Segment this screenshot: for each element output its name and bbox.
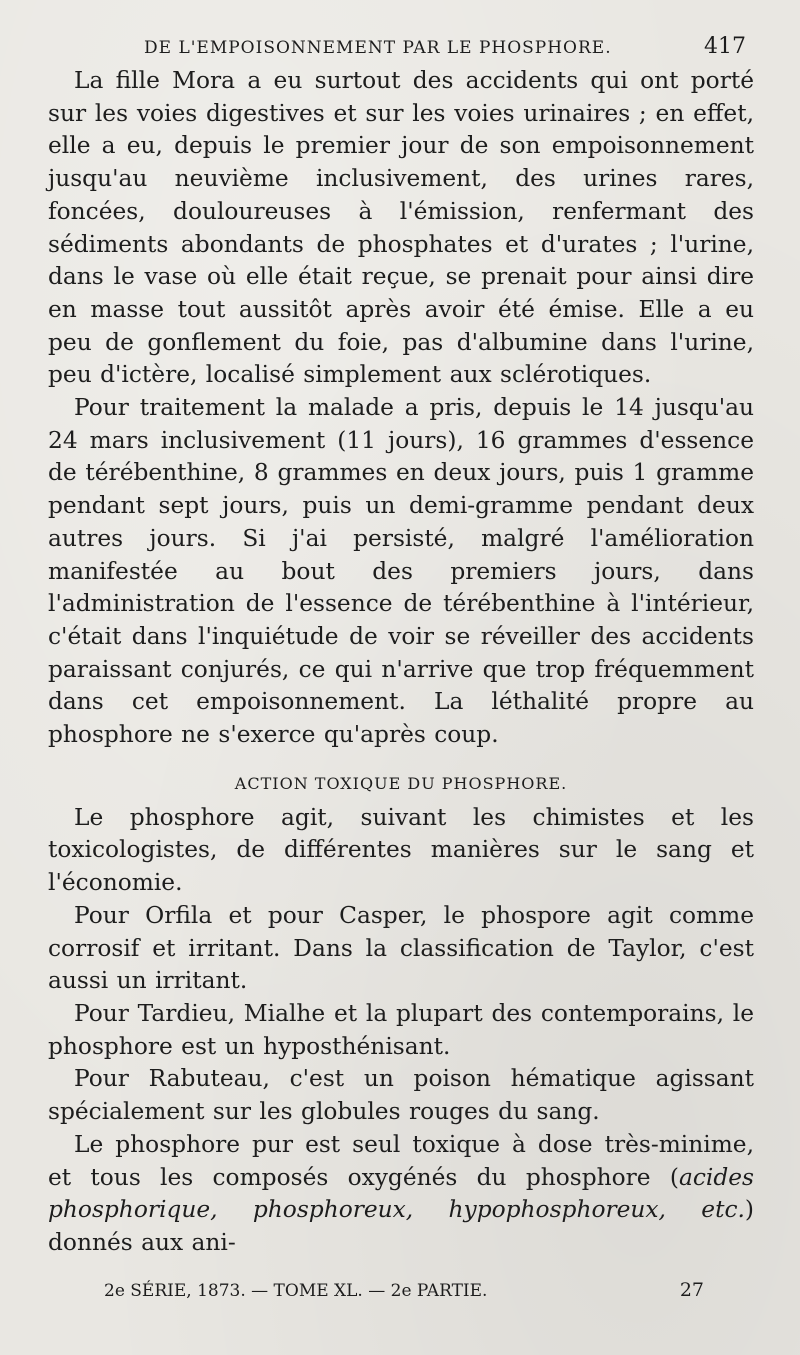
- paragraph: Le phosphore agit, suivant les chimistes et les toxicologistes, de différentes manières sur le sang et l'économie.: [48, 803, 754, 897]
- page-number: 417: [704, 34, 746, 59]
- text-run: Le phosphore pur est seul toxique à dose très-minime, et tous les composés oxygénés du phosphore (: [48, 1130, 754, 1191]
- series-info: 2e SÉRIE, 1873. — TOME XL. — 2e PARTIE.: [104, 1281, 488, 1301]
- running-header: [48, 34, 754, 59]
- paragraph-last: [48, 1129, 754, 1260]
- paragraph: La fille Mora a eu surtout des accidents qui ont porté sur les voies digestives et sur les voies urinaires ; en effet, elle a eu, depuis le premier jour de son empoisonnement jusqu'au neuvième inclusivement, des urines rares, foncées, douloureuses à l'émission, renfermant des sédiments abondants de phosphates et d'urates ; l'urine, dans le vase où elle était reçue, se prenait pour ainsi dire en masse tout aussitôt après avoir été émise. Elle a eu peu de gonflement du foie, pas d'albumine dans l'urine, peu d'ictère, localisé simplement aux sclérotiques.: [48, 67, 754, 389]
- paragraph: Pour Rabuteau, c'est un poison hématique agissant spécialement sur les globules rouges du sang.: [48, 1065, 754, 1126]
- signature-mark: 27: [679, 1279, 704, 1301]
- page-body: [48, 65, 754, 1260]
- paragraph: Pour Tardieu, Mialhe et la plupart des contemporains, le phosphore est un hyposthénisant.: [48, 999, 754, 1060]
- page-footer: [0, 1279, 800, 1301]
- section-title: ACTION TOXIQUE DU PHOSPHORE.: [234, 773, 568, 793]
- italic-run: acides phosphorique, phosphoreux, hypophosphoreux, etc.: [48, 1163, 754, 1224]
- text-run: ) donnés aux ani-: [48, 1196, 754, 1256]
- paragraph: Pour traitement la malade a pris, depuis le 14 jusqu'au 24 mars inclusivement (11 jours), 16 grammes d'essence de térébenthine, 8 grammes en deux jours, puis 1 gramme pendant sept jours, puis un demi-gramme pendant deux autres jours. Si j'ai persisté, malgré l'amélioration manifestée au bout des premiers jours, dans l'administration de l'essence de térébenthine à l'intérieur, c'était dans l'inquiétude de voir se réveiller des accidents paraissant conjurés, ce qui n'arrive que trop fréquemment dans cet empoisonnement. La léthalité propre au phosphore ne s'exerce qu'après coup.: [48, 394, 754, 749]
- paragraph: Pour Orfila et pour Casper, le phospore agit comme corrosif et irritant. Dans la classification de Taylor, c'est aussi un irritant.: [48, 901, 754, 995]
- running-title: DE L'EMPOISONNEMENT PAR LE PHOSPHORE.: [144, 38, 612, 58]
